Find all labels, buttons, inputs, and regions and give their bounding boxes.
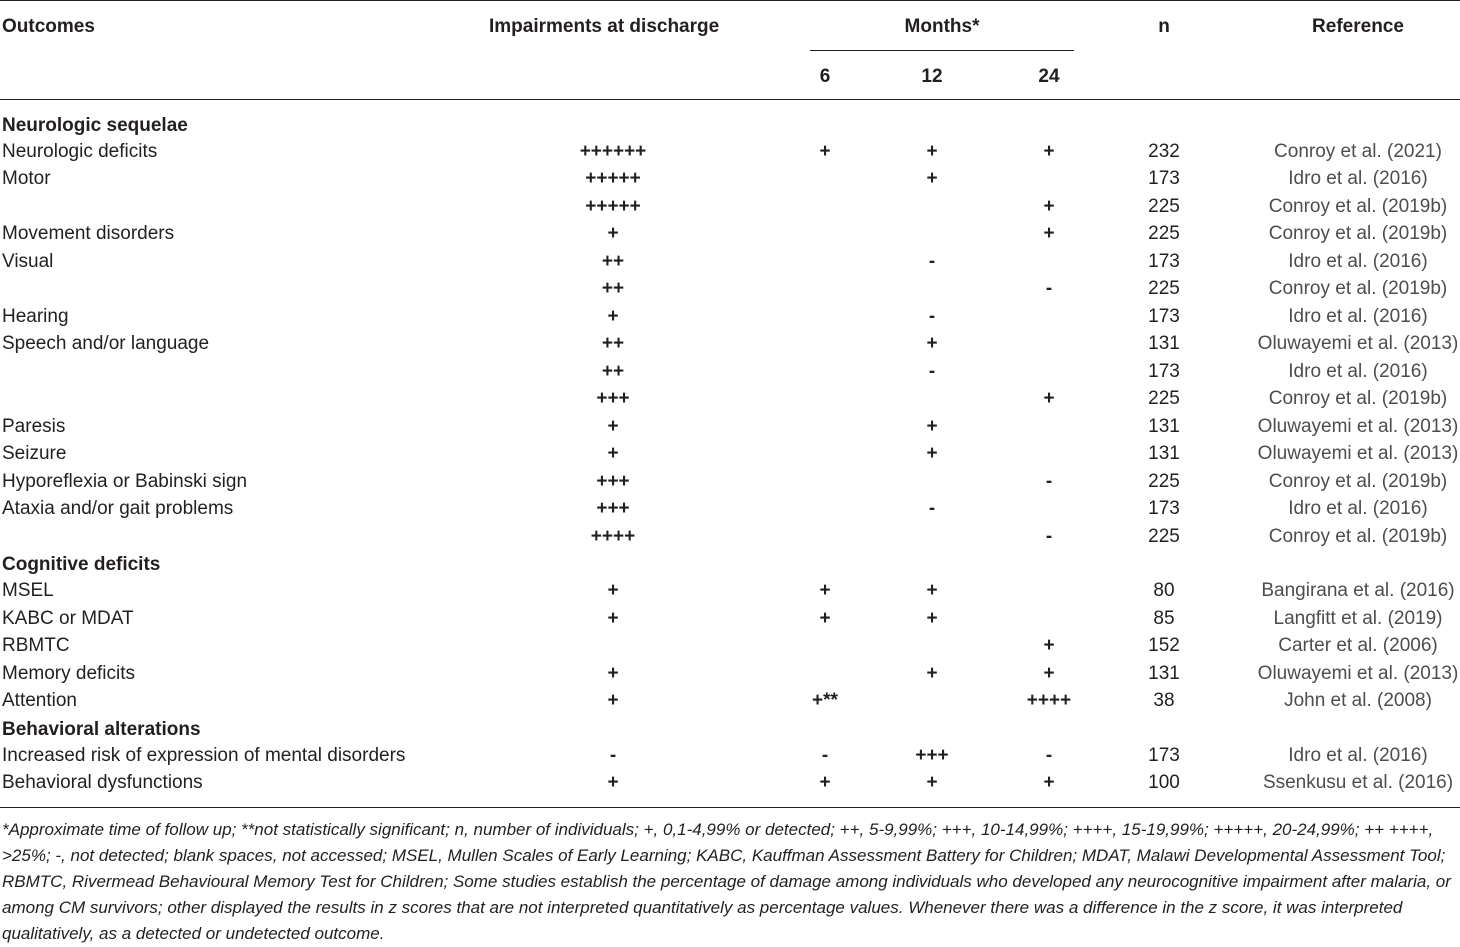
n-cell: 173 <box>1148 168 1180 189</box>
month-12-cell: - <box>928 251 936 272</box>
n-cell: 100 <box>1148 772 1180 793</box>
impairment-cell: +++++ <box>585 168 641 189</box>
top-rule <box>0 0 1460 1</box>
outcome-cell: KABC or MDAT <box>2 608 134 629</box>
impairment-cell: - <box>609 745 617 766</box>
impairment-cell: + <box>607 608 619 629</box>
outcome-cell: Hyporeflexia or Babinski sign <box>2 471 248 492</box>
header-months: Months* <box>904 16 980 37</box>
reference-cell: Bangirana et al. (2016) <box>1261 580 1455 601</box>
header-month-24: 24 <box>1038 66 1060 87</box>
reference-cell: Conroy et al. (2019b) <box>1268 471 1448 492</box>
impairment-cell: + <box>607 306 619 327</box>
month-24-cell: + <box>1043 772 1055 793</box>
n-cell: 225 <box>1148 278 1180 299</box>
n-cell: 80 <box>1153 580 1175 601</box>
month-24-cell: ++++ <box>1026 690 1072 711</box>
section-cognitive: Cognitive deficits <box>2 554 161 575</box>
header-rule <box>0 99 1460 100</box>
impairment-cell: ++ <box>601 251 625 272</box>
impairment-cell: ++ <box>601 278 625 299</box>
n-cell: 173 <box>1148 745 1180 766</box>
n-cell: 131 <box>1148 333 1180 354</box>
month-6-cell: + <box>819 772 831 793</box>
n-cell: 152 <box>1148 635 1180 656</box>
impairment-cell: +++ <box>596 498 630 519</box>
month-12-cell: - <box>928 361 936 382</box>
n-cell: 131 <box>1148 663 1180 684</box>
reference-cell: Conroy et al. (2019b) <box>1268 388 1448 409</box>
outcome-cell: Behavioral dysfunctions <box>2 772 203 793</box>
outcome-cell: Motor <box>2 168 51 189</box>
outcome-cell: Visual <box>2 251 54 272</box>
outcome-cell: Attention <box>2 690 77 711</box>
reference-cell: Idro et al. (2016) <box>1288 498 1428 519</box>
impairment-cell: + <box>607 690 619 711</box>
n-cell: 173 <box>1148 251 1180 272</box>
month-6-cell: + <box>819 608 831 629</box>
impairment-cell: +++++ <box>585 196 641 217</box>
month-24-cell: + <box>1043 663 1055 684</box>
month-12-cell: + <box>926 168 938 189</box>
month-24-cell: - <box>1045 471 1053 492</box>
reference-cell: Conroy et al. (2019b) <box>1268 526 1448 547</box>
outcome-cell: Memory deficits <box>2 663 136 684</box>
reference-cell: Idro et al. (2016) <box>1288 745 1428 766</box>
impairment-cell: +++ <box>596 471 630 492</box>
month-6-cell: + <box>819 580 831 601</box>
reference-cell: Idro et al. (2016) <box>1288 168 1428 189</box>
month-24-cell: + <box>1043 223 1055 244</box>
n-cell: 38 <box>1153 690 1175 711</box>
impairment-cell: + <box>607 223 619 244</box>
outcome-cell: Speech and/or language <box>2 333 210 354</box>
impairment-cell: + <box>607 416 619 437</box>
reference-cell: Oluwayemi et al. (2013) <box>1257 663 1459 684</box>
reference-cell: John et al. (2008) <box>1284 690 1432 711</box>
n-cell: 85 <box>1153 608 1175 629</box>
n-cell: 225 <box>1148 388 1180 409</box>
header-month-12: 12 <box>921 66 943 87</box>
n-cell: 131 <box>1148 443 1180 464</box>
outcome-cell: Hearing <box>2 306 69 327</box>
month-6-cell: - <box>821 745 829 766</box>
reference-cell: Idro et al. (2016) <box>1288 306 1428 327</box>
month-12-cell: + <box>926 141 938 162</box>
month-12-cell: + <box>926 416 938 437</box>
month-12-cell: + <box>926 663 938 684</box>
n-cell: 225 <box>1148 223 1180 244</box>
section-behavioral: Behavioral alterations <box>2 719 201 740</box>
month-24-cell: + <box>1043 196 1055 217</box>
bottom-rule <box>0 807 1460 808</box>
outcome-cell: Neurologic deficits <box>2 141 158 162</box>
impairment-cell: ++++++ <box>579 141 647 162</box>
reference-cell: Idro et al. (2016) <box>1288 361 1428 382</box>
month-6-cell: +** <box>812 690 838 711</box>
n-cell: 225 <box>1148 196 1180 217</box>
reference-cell: Conroy et al. (2019b) <box>1268 223 1448 244</box>
outcome-cell: Increased risk of expression of mental disorders <box>2 745 406 766</box>
impairment-cell: ++ <box>601 361 625 382</box>
section-neurologic: Neurologic sequelae <box>2 115 188 136</box>
reference-cell: Oluwayemi et al. (2013) <box>1257 416 1459 437</box>
month-6-cell: + <box>819 141 831 162</box>
outcome-cell: Seizure <box>2 443 67 464</box>
header-impairments: Impairments at discharge <box>489 16 720 37</box>
month-12-cell: + <box>926 580 938 601</box>
impairment-cell: + <box>607 443 619 464</box>
reference-cell: Ssenkusu et al. (2016) <box>1262 772 1454 793</box>
header-outcomes: Outcomes <box>2 16 95 37</box>
month-12-cell: +++ <box>915 745 949 766</box>
reference-cell: Idro et al. (2016) <box>1288 251 1428 272</box>
impairment-cell: + <box>607 772 619 793</box>
n-cell: 173 <box>1148 498 1180 519</box>
reference-cell: Oluwayemi et al. (2013) <box>1257 443 1459 464</box>
impairment-cell: ++++ <box>590 526 636 547</box>
table-footnote: *Approximate time of follow up; **not statistically significant; n, number of individuals; +, 0,1-4,99% or detected; ++, 5-9,99%; +++, 10-14,99%; ++++, 15-19,99%; +++++, 20-24,99%; ++ ++++, >25%; -, not detected; blank spaces, not accessed; MSEL, Mullen Scales of Early Learning; KABC, Kauffman Assessment Battery for Children; MDAT, Malawi Developmental Assessment Tool; RBMTC, Rivermead Behavioural Memory Test for Children; Some studies establish the percentage of damage among individuals who developed any neurocognitive impairment after malaria, or among CM survivors; other displayed the results in z scores that are not interpreted quantitatively as percentage values. Whenever there was a difference in the z score, it was interpreted qualitatively, as a detected or undetected outcome. <box>2 820 1451 943</box>
n-cell: 225 <box>1148 471 1180 492</box>
reference-cell: Conroy et al. (2019b) <box>1268 196 1448 217</box>
reference-cell: Carter et al. (2006) <box>1278 635 1438 656</box>
n-cell: 173 <box>1148 361 1180 382</box>
reference-cell: Langfitt et al. (2019) <box>1273 608 1443 629</box>
month-12-cell: - <box>928 306 936 327</box>
impairment-cell: + <box>607 580 619 601</box>
months-subrule <box>810 50 1074 51</box>
header-n: n <box>1158 16 1170 37</box>
outcome-cell: Ataxia and/or gait problems <box>2 498 234 519</box>
month-24-cell: + <box>1043 635 1055 656</box>
header-month-6: 6 <box>819 66 831 87</box>
month-12-cell: - <box>928 498 936 519</box>
n-cell: 225 <box>1148 526 1180 547</box>
reference-cell: Conroy et al. (2019b) <box>1268 278 1448 299</box>
reference-cell: Oluwayemi et al. (2013) <box>1257 333 1459 354</box>
month-24-cell: - <box>1045 526 1053 547</box>
month-24-cell: - <box>1045 278 1053 299</box>
n-cell: 232 <box>1148 141 1180 162</box>
n-cell: 131 <box>1148 416 1180 437</box>
month-24-cell: + <box>1043 141 1055 162</box>
month-24-cell: + <box>1043 388 1055 409</box>
impairment-cell: ++ <box>601 333 625 354</box>
reference-cell: Conroy et al. (2021) <box>1274 141 1442 162</box>
outcome-cell: Movement disorders <box>2 223 175 244</box>
month-12-cell: + <box>926 608 938 629</box>
impairment-cell: +++ <box>596 388 630 409</box>
month-12-cell: + <box>926 443 938 464</box>
month-24-cell: - <box>1045 745 1053 766</box>
n-cell: 173 <box>1148 306 1180 327</box>
outcome-cell: RBMTC <box>2 635 70 656</box>
outcome-cell: MSEL <box>2 580 54 601</box>
month-12-cell: + <box>926 333 938 354</box>
outcome-cell: Paresis <box>2 416 66 437</box>
impairment-cell: + <box>607 663 619 684</box>
header-reference: Reference <box>1312 16 1404 37</box>
month-12-cell: + <box>926 772 938 793</box>
